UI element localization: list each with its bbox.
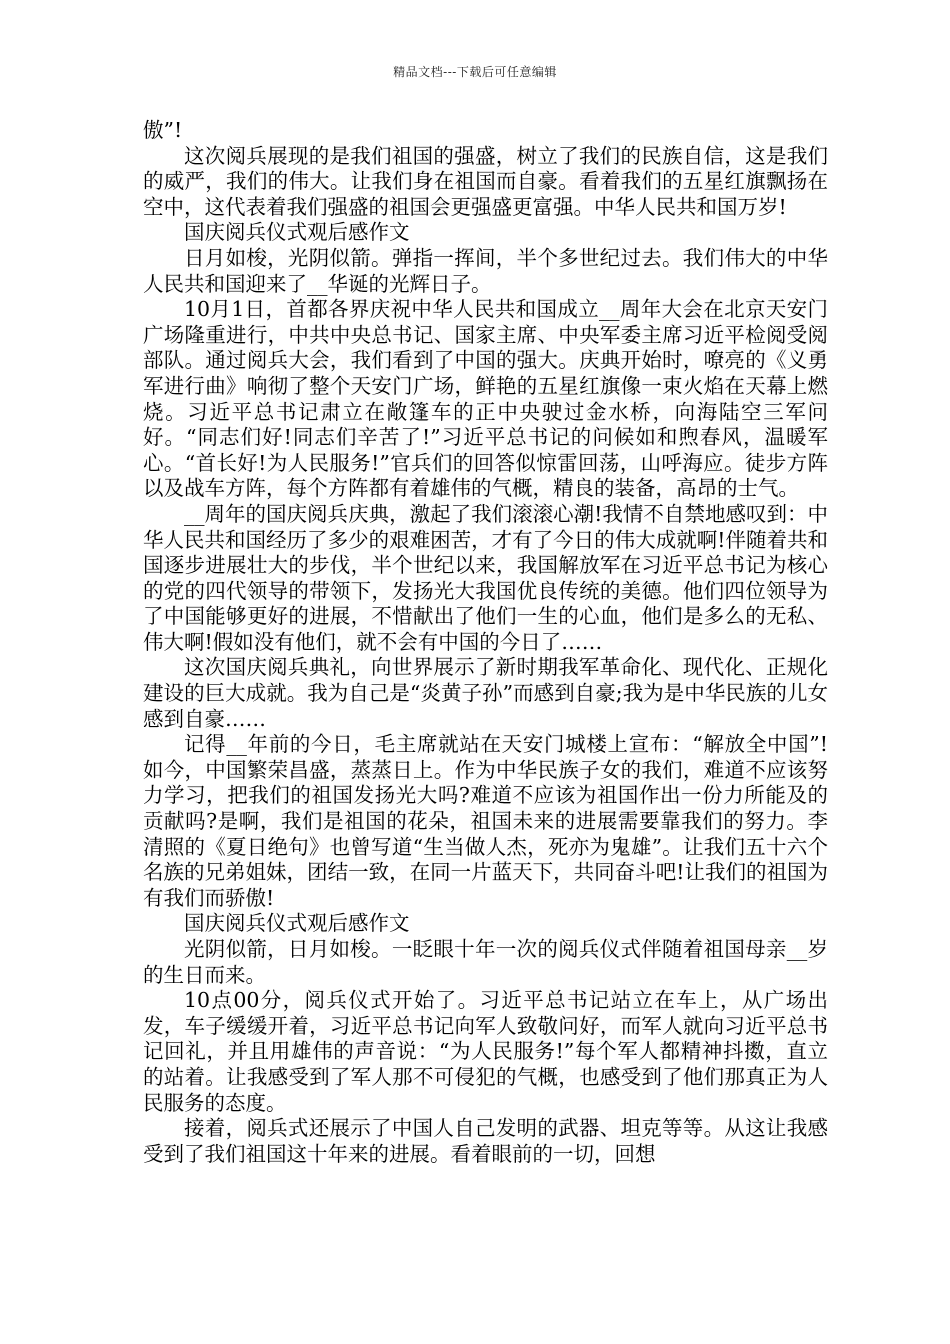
paragraph: 10点00分，阅兵仪式开始了。习近平总书记站立在车上，从广场出发，车子缓缓开着，习近平总书记向军人致敬问好，而军人就向习近平总书记回礼，并且用雄伟的声音说：“为人民服务!”每个军人都精神抖擞，直立的站着。让我感受到了军人那不可侵犯的气概，也感受到了他们那真正为人民服务的态度。 bbox=[143, 988, 828, 1115]
paragraph: 记得__年前的今日，毛主席就站在天安门城楼上宣布：“解放全中国”!如今，中国繁荣昌盛，蒸蒸日上。作为中华民族子女的我们，难道不应该努力学习，把我们的祖国发扬光大吗?难道不应该为祖国作出一份力所能及的贡献吗?是啊，我们是祖国的花朵，祖国未来的进展需要靠我们的努力。李清照的《夏日绝句》也曾写道“生当做人杰，死亦为鬼雄”。让我们五十六个名族的兄弟姐妹，团结一致，在同一片蓝天下，共同奋斗吧!让我们的祖国为有我们而骄傲! bbox=[143, 732, 828, 910]
paragraph: 这次阅兵展现的是我们祖国的强盛，树立了我们的民族自信，这是我们的威严，我们的伟大。让我们身在祖国而自豪。看着我们的五星红旗飘扬在空中，这代表着我们强盛的祖国会更强盛更富强。中华人民共和国万岁! bbox=[143, 143, 828, 219]
paragraph: 10月1日，首都各界庆祝中华人民共和国成立__周年大会在北京天安门广场隆重进行，中共中央总书记、国家主席、中央军委主席习近平检阅受阅部队。通过阅兵大会，我们看到了中国的强大。庆典开始时，嘹亮的《义勇军进行曲》响彻了整个天安门广场，鲜艳的五星红旗像一束火焰在天幕上燃烧。习近平总书记肃立在敞篷车的正中央驶过金水桥，向海陆空三军问好。“同志们好!同志们辛苦了!”习近平总书记的问候如和煦春风，温暖军心。“首长好!为人民服务!”官兵们的回答似惊雷回荡，山呼海应。徒步方阵以及战车方阵，每个方阵都有着雄伟的气概，精良的装备，高昂的士气。 bbox=[143, 297, 828, 501]
paragraph: 光阴似箭，日月如梭。一眨眼十年一次的阅兵仪式伴随着祖国母亲__岁的生日而来。 bbox=[143, 937, 828, 987]
paragraph: __周年的国庆阅兵庆典，激起了我们滚滚心潮!我情不自禁地感叹到：中华人民共和国经历了多少的艰难困苦，才有了今日的伟大成就啊!伴随着共和国逐步进展壮大的步伐，半个世纪以来，我国解放军在习近平总书记为核心的党的四代领导的带领下，发扬光大我国优良传统的美德。他们四位领导为了中国能够更好的进展，不惜献出了他们一生的心血，他们是多么的无私、伟大啊!假如没有他们，就不会有中国的今日了…… bbox=[143, 501, 828, 654]
paragraph: 这次国庆阅兵典礼，向世界展示了新时期我军革命化、现代化、正规化建设的巨大成就。我为自己是“炎黄子孙”而感到自豪;我为是中华民族的儿女感到自豪…… bbox=[143, 655, 828, 731]
paragraph: 日月如梭，光阴似箭。弹指一挥间，半个多世纪过去。我们伟大的中华人民共和国迎来了__华诞的光辉日子。 bbox=[143, 245, 828, 296]
article-body bbox=[143, 118, 828, 1167]
paragraph: 国庆阅兵仪式观后感作文 bbox=[184, 911, 410, 936]
paragraph: 国庆阅兵仪式观后感作文 bbox=[184, 220, 410, 245]
paragraph: 接着，阅兵式还展示了中国人自己发明的武器、坦克等等。从这让我感受到了我们祖国这十年来的进展。看着眼前的一切，回想 bbox=[143, 1116, 828, 1166]
paragraph: 傲”! bbox=[143, 118, 183, 142]
header-note: 精品文档---下载后可任意编辑 bbox=[393, 65, 557, 79]
